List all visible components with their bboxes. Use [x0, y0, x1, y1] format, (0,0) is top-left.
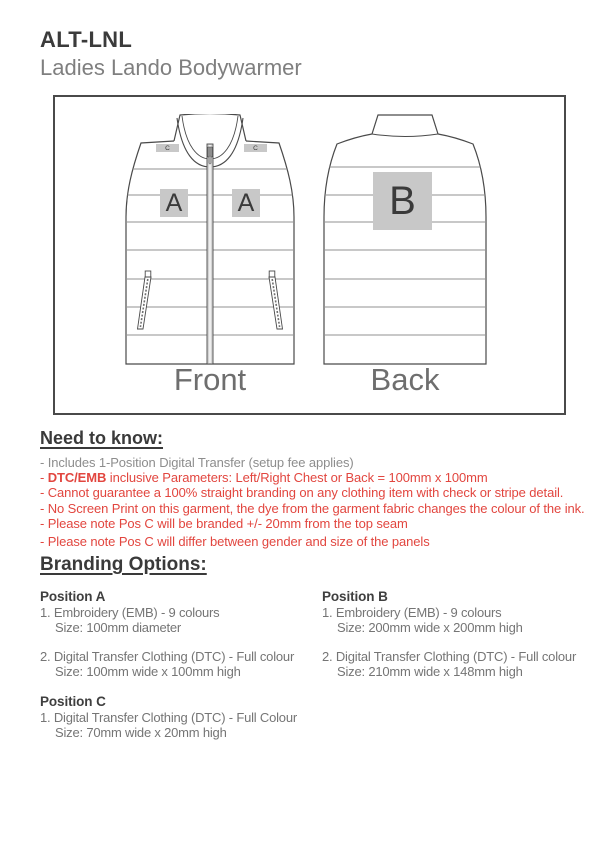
bodywarmer-front-illustration	[122, 114, 298, 366]
branding-position-b-marker	[373, 172, 432, 230]
front-view-drawing	[122, 114, 298, 366]
branding-position-c-right-marker	[244, 144, 267, 152]
note-bold-term: DTC/EMB	[47, 470, 107, 486]
branding-options-heading: Branding Options:	[40, 554, 207, 575]
option-method: 2. Digital Transfer Clothing (DTC) - Full colour	[322, 649, 577, 664]
marker-a-label: A	[165, 188, 183, 217]
branding-position-a-right-marker	[232, 189, 260, 217]
back-view-drawing	[317, 114, 493, 366]
branding-option	[322, 605, 588, 635]
option-method: 1. Digital Transfer Clothing (DTC) - Full Colour	[40, 710, 297, 725]
back-body-outline	[324, 134, 486, 364]
position-c-name: Position C	[40, 694, 106, 709]
branding-position-c-left-marker	[156, 144, 179, 152]
product-code-title: ALT-LNL	[40, 27, 133, 52]
front-zipper	[207, 144, 213, 364]
need-to-know-section	[40, 428, 585, 549]
note-lead: -	[40, 470, 48, 486]
note-item: - Please note Pos C will be branded +/- 20mm from the top seam	[40, 515, 408, 531]
garment-diagram-box	[53, 95, 566, 415]
branding-column-right	[322, 589, 588, 754]
position-a-block	[40, 589, 322, 679]
option-method: 2. Digital Transfer Clothing (DTC) - Full colour	[40, 649, 295, 664]
branding-option	[40, 605, 322, 635]
note-item: - Includes 1-Position Digital Transfer (setup fee applies)	[40, 455, 354, 470]
need-to-know-heading: Need to know:	[40, 428, 164, 448]
option-size: Size: 100mm diameter	[55, 620, 182, 635]
note-item: - Please note Pos C will differ between gender and size of the panels	[40, 534, 430, 550]
branding-option	[40, 649, 322, 679]
marker-c-label: C	[165, 144, 170, 152]
option-method: 1. Embroidery (EMB) - 9 colours	[40, 605, 220, 620]
option-size: Size: 210mm wide x 148mm high	[337, 664, 523, 679]
marker-b-label: B	[389, 178, 416, 223]
position-a-name: Position A	[40, 589, 106, 604]
back-collar	[372, 115, 438, 134]
note-item: - No Screen Print on this garment, the dye from the garment fabric changes the colour of the ink.	[40, 500, 585, 516]
branding-column-left	[40, 589, 322, 754]
marker-c-label: C	[253, 144, 258, 152]
bodywarmer-back-illustration	[317, 114, 493, 366]
option-size: Size: 200mm wide x 200mm high	[337, 620, 523, 635]
front-view-label: Front	[173, 362, 247, 397]
branding-option	[322, 649, 588, 679]
note-item	[40, 470, 585, 485]
note-item: - Cannot guarantee a 100% straight branding on any clothing item with check or stripe detail.	[40, 485, 564, 501]
branding-option	[40, 710, 322, 740]
product-name-subtitle: Ladies Lando Bodywarmer	[40, 55, 302, 80]
option-size: Size: 100mm wide x 100mm high	[55, 664, 241, 679]
position-b-name: Position B	[322, 589, 388, 604]
branding-options-section	[40, 554, 588, 754]
front-collar	[174, 114, 246, 141]
note-text: inclusive Parameters: Left/Right Chest or Back = 100mm x 100mm	[106, 470, 488, 486]
zipper-pull-icon	[209, 156, 211, 164]
zipper-slider-icon	[207, 147, 212, 157]
option-method: 1. Embroidery (EMB) - 9 colours	[322, 605, 502, 620]
back-view-label: Back	[370, 362, 440, 397]
branding-position-a-left-marker	[160, 189, 188, 217]
marker-a-label: A	[237, 188, 255, 217]
need-to-know-list	[40, 455, 585, 549]
option-size: Size: 70mm wide x 20mm high	[55, 725, 227, 740]
position-c-block	[40, 694, 322, 740]
position-b-block	[322, 589, 588, 679]
